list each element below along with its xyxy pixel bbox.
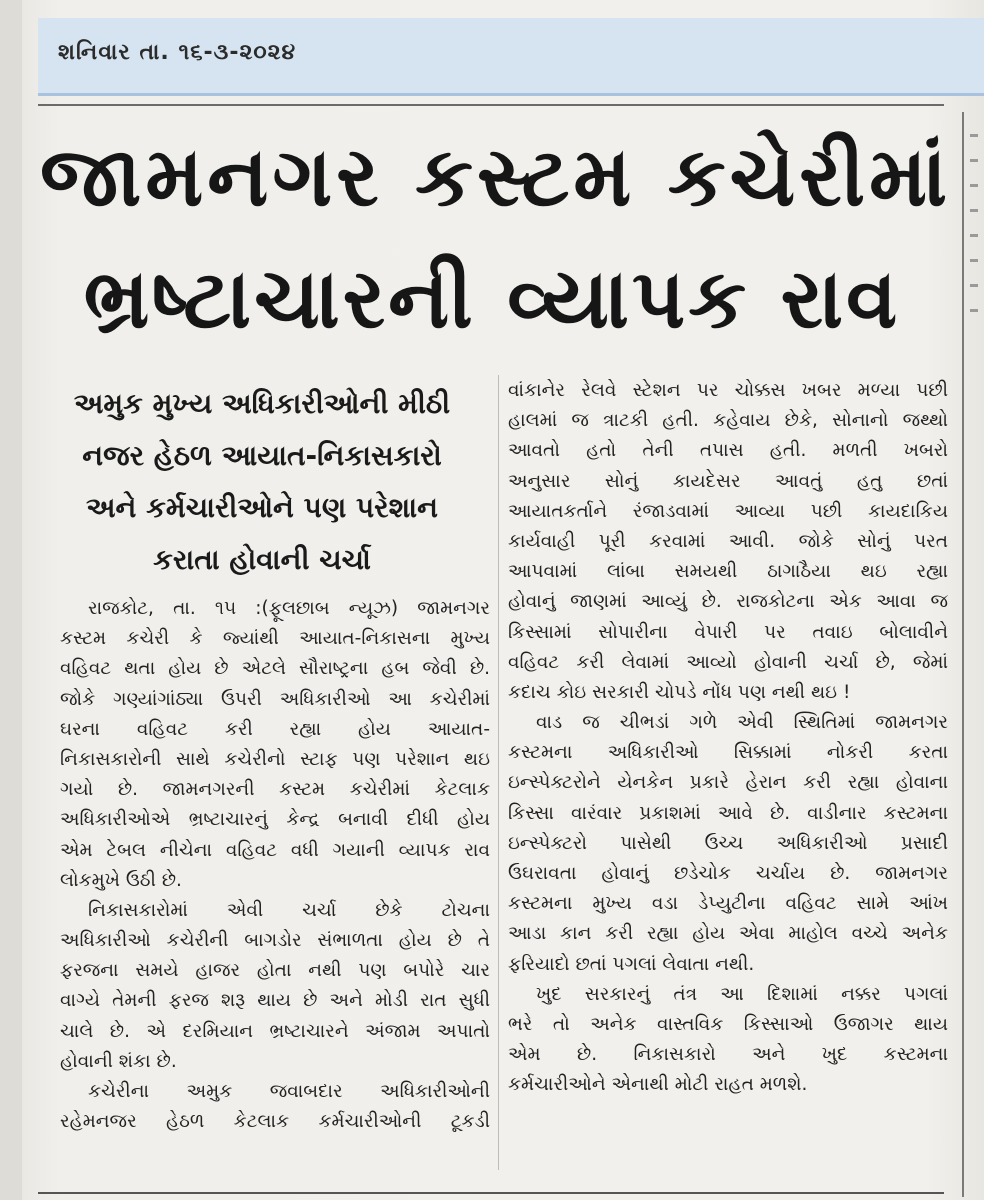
article-line: ગયો છે. જામનગરની કસ્ટમ કચેરીમાં કેટલાક — [60, 779, 490, 801]
article-column-right — [508, 376, 948, 1101]
bottom-rule — [38, 1192, 944, 1194]
subheadline-line: અને કર્મચારીઓને પણ પરેશાન — [86, 491, 438, 524]
article-line: વાડ જ ચીભડાં ગળે એવી સ્થિતિમાં જામનગર — [536, 712, 948, 734]
subheadline-line: કરાતા હોવાની ચર્ચા — [153, 543, 371, 576]
article-line: વાગ્યે તેમની ફરજ શરૂ થાય છે અને મોડી રાત સુધી — [60, 990, 490, 1012]
article-line: આપવામાં લાંબા સમયથી ઠાગાઠૈયા થઇ રહ્યા — [508, 561, 948, 583]
subheadline — [42, 378, 482, 586]
article-line: અધિકારીઓએ ભ્રષ્ટાચારનું કેન્દ્ર બનાવી દીધી હોય — [60, 809, 490, 831]
article-line: કર્મચારીઓને એનાથી મોટી રાહત મળશે. — [508, 1074, 808, 1096]
article-line: નિકાસકારોમાં એવી ચર્ચા છેકે ટોચના — [88, 899, 490, 921]
article-line: કસ્ટમ કચેરી કે જ્યાંથી આયાત-નિકાસના મુખ્ય — [60, 628, 490, 650]
article-line: અનુસાર સોનું કાયદેસર આવતું હતુ છતાં — [508, 470, 948, 492]
article-line: કિસ્સા વારંવાર પ્રકાશમાં આવે છે. વાડીનાર કસ્ટમના — [508, 802, 948, 824]
headline-line-2: ભ્રષ્ટાચારની વ્યાપક રાવ — [83, 252, 901, 347]
article-line: આવતો હતો તેની તપાસ હતી. મળતી ખબરો — [508, 440, 948, 462]
adjacent-column-rule — [962, 112, 964, 1197]
article-line: ફરજના સમયે હાજર હોતા નથી પણ બપોરે ચાર — [60, 960, 490, 982]
article-line: કસ્ટમના અધિકારીઓ સિક્કામાં નોકરી કરતા — [508, 742, 948, 764]
article-line: વહિવટ થતા હોય છે એટલે સૌરાષ્ટ્રના હબ જેવી છે. — [60, 658, 490, 680]
article-line: ફરિયાદો છતાં પગલાં લેવાતા નથી. — [508, 953, 755, 975]
article-line: કદાચ કોઇ સરકારી ચોપડે નોંધ પણ નથી થઇ ! — [508, 681, 851, 703]
article-line: ચાલે છે. એ દરમિયાન ભ્રષ્ટાચારને અંજામ અપાતો — [60, 1020, 490, 1042]
top-rule — [38, 104, 944, 106]
article-line: ઘરના વહિવટ કરી રહ્યા હોય આયાત- — [60, 718, 490, 740]
article-line: જોકે ગણ્યાંગાંઠ્યા ઉપરી અધિકારીઓ આ કચેરીમાં — [60, 688, 490, 710]
article-line: ખુદ સરકારનું તંત્ર આ દિશામાં નક્કર પગલાં — [536, 983, 948, 1005]
adjacent-column-fragment — [966, 112, 984, 1192]
dateline: શનિવાર તા. ૧૬-૩-૨૦૨૪ — [58, 40, 297, 65]
page-margin-strip — [0, 0, 22, 1200]
article-line: આયાતકર્તાને રંજાડવામાં આવ્યા પછી કાયદાકિય — [508, 500, 948, 522]
article-line: એમ ટેબલ નીચેના વહિવટ વધી ગયાની વ્યાપક રાવ — [60, 839, 490, 861]
subheadline-line: અમુક મુખ્ય અધિકારીઓની મીઠી — [73, 387, 451, 420]
article-line: ઇન્સ્પેક્ટરોને યેનકેન પ્રકારે હેરાન કરી રહ્યા હોવાના — [508, 772, 948, 794]
headline-line-1: જામનગર કસ્ટમ કચેરીમાં — [40, 130, 952, 225]
article-line: હોવાની શંકા છે. — [60, 1050, 177, 1072]
article-line: કસ્ટમના મુખ્ય વડા ડેપ્યુટીના વહિવટ સામે આંખ — [508, 893, 948, 915]
article-line: ઇન્સ્પેક્ટરો પાસેથી ઉચ્ચ અધિકારીઓ પ્રસાદી — [508, 832, 948, 854]
date-band — [38, 18, 984, 96]
article-line: હાલમાં જ ત્રાટકી હતી. કહેવાય છેકે, સોનાનો જથ્થો — [508, 410, 948, 432]
article-line: નિકાસકારોની સાથે કચેરીનો સ્ટાફ પણ પરેશાન થઇ — [60, 748, 490, 770]
article-line: હોવાનું જાણમાં આવ્યું છે. રાજકોટના એક આવા જ — [508, 591, 948, 613]
article-line: એમ છે. નિકાસકારો અને ખુદ કસ્ટમના — [508, 1044, 948, 1066]
article-line: રહેમનજર હેઠળ કેટલાક કર્મચારીઓની ટૂકડી — [60, 1111, 490, 1133]
column-divider — [498, 375, 499, 1170]
article-line: આડા કાન કરી રહ્યા હોય એવા માહોલ વચ્ચે અનેક — [508, 923, 948, 945]
article-line: વાંકાનેર રેલવે સ્ટેશન પર ચોક્કસ ખબર મળ્યા પછી — [508, 380, 948, 401]
article-line: વહિવટ કરી લેવામાં આવ્યો હોવાની ચર્ચા છે, જેમાં — [508, 651, 948, 673]
article-column-left — [60, 594, 490, 1137]
article-line: કચેરીના અમુક જવાબદાર અધિકારીઓની — [88, 1081, 490, 1102]
article-line: અધિકારીઓ કચેરીની બાગડોર સંભાળતા હોય છે તે — [60, 930, 490, 952]
article-line: ભરે તો અનેક વાસ્તવિક કિસ્સાઓ ઉજાગર થાય — [508, 1013, 948, 1035]
subheadline-line: નજર હેઠળ આયાત-નિકાસકારો — [82, 439, 442, 472]
article-line: રાજકોટ, તા. ૧૫ :(ફૂલછાબ ન્યૂઝ) જામનગર — [88, 598, 490, 619]
article-line: લોકમુખે ઉઠી છે. — [60, 869, 182, 891]
article-line: કિસ્સામાં સોપારીના વેપારી પર તવાઇ બોલાવીને — [508, 621, 948, 643]
article-line: ઉઘરાવતા હોવાનું છડેચોક ચર્ચાય છે. જામનગર — [508, 863, 948, 884]
article-line: કાર્યવાહી પૂરી કરવામાં આવી. જોકે સોનું પરત — [508, 530, 948, 552]
